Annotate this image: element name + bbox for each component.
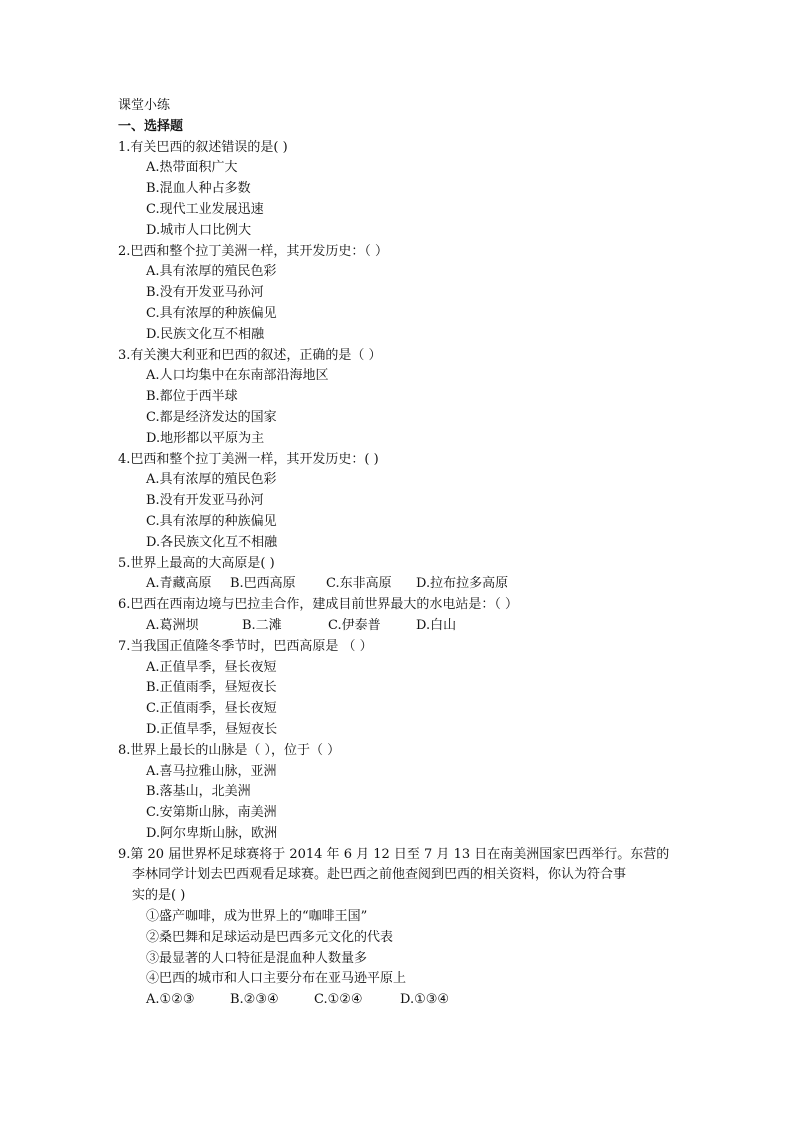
question-7-option-c: C.正值雨季，昼长夜短 (146, 701, 277, 717)
question-3-option-b: B.都位于西半球 (146, 389, 238, 405)
question-8-option-d: D.阿尔卑斯山脉，欧洲 (146, 825, 278, 841)
question-9-stem-line-2: 李林同学计划去巴西观看足球赛。赴巴西之前他查阅到巴西的相关资料，你认为符合事 (132, 867, 627, 883)
question-2-option-b: B.没有开发亚马孙河 (146, 285, 264, 301)
question-6-option-b: B.二滩 (242, 617, 282, 633)
question-8-option-b: B.落基山，北美洲 (146, 784, 251, 800)
question-5-option-d: D.拉布拉多高原 (416, 576, 509, 592)
question-8-option-a: A.喜马拉雅山脉，亚洲 (146, 763, 277, 779)
question-5-option-a: A.青藏高原 (146, 576, 212, 592)
question-6-option-c: C.伊泰普 (328, 617, 381, 633)
question-7-option-d: D.正值旱季，昼短夜长 (146, 721, 278, 737)
question-9-option-c: C.①②④ (314, 992, 363, 1008)
question-9-option-d: D.①③④ (400, 992, 450, 1008)
question-1-option-d: D.城市人口比例大 (146, 222, 252, 238)
question-1-stem: 1.有关巴西的叙述错误的是( ) (118, 139, 288, 155)
question-5-option-b: B.巴西高原 (230, 576, 296, 592)
question-1-option-b: B.混血人种占多数 (146, 181, 251, 197)
question-9-stem-line-3: 实的是( ) (132, 888, 186, 904)
question-6-options (118, 616, 698, 637)
question-9-option-b: B.②③④ (230, 992, 279, 1008)
question-6-stem: 6.巴西在西南边境与巴拉圭合作，建成目前世界最大的水电站是：（ ） (118, 597, 519, 613)
question-7-stem: 7.当我国正值隆冬季节时，巴西高原是 （ ） (118, 638, 373, 654)
question-5-options (118, 574, 698, 595)
question-7-option-b: B.正值雨季，昼短夜长 (146, 680, 277, 696)
question-4-stem: 4.巴西和整个拉丁美洲一样，其开发历史：( ) (118, 451, 379, 467)
question-9-options (118, 990, 698, 1011)
question-4-option-b: B.没有开发亚马孙河 (146, 493, 264, 509)
question-7-option-a: A.正值旱季，昼长夜短 (146, 659, 277, 675)
question-9-statement-4: ④巴西的城市和人口主要分布在亚马逊平原上 (146, 971, 407, 987)
question-2-option-c: C.具有浓厚的种族偏见 (146, 305, 277, 321)
question-9-statement-3: ③最显著的人口特征是混血种人数量多 (146, 950, 368, 966)
question-9-option-a: A.①②③ (146, 992, 195, 1008)
question-2-option-a: A.具有浓厚的殖民色彩 (146, 264, 277, 280)
question-6-option-a: A.葛洲坝 (146, 617, 199, 633)
question-2-stem: 2.巴西和整个拉丁美洲一样，其开发历史：（ ） (118, 243, 389, 259)
question-4-option-c: C.具有浓厚的种族偏见 (146, 513, 277, 529)
question-9-stem-line-1: 9.第 20 届世界杯足球赛将于 2014 年 6 月 12 日至 7 月 13 日在南美洲国家巴西举行。东营的 (118, 846, 670, 862)
worksheet-title: 课堂小练 (118, 98, 171, 113)
section-heading: 一、选择题 (118, 118, 184, 134)
question-2-option-d: D.民族文化互不相融 (146, 326, 265, 342)
question-9-statement-1: ①盛产咖啡，成为世界上的“咖啡王国” (146, 909, 368, 925)
question-3-option-d: D.地形都以平原为主 (146, 430, 265, 446)
question-9-statement-2: ②桑巴舞和足球运动是巴西多元文化的代表 (146, 929, 394, 945)
worksheet (118, 96, 698, 1011)
question-8-option-c: C.安第斯山脉，南美洲 (146, 805, 277, 821)
question-3-stem: 3.有关澳大利亚和巴西的叙述，正确的是（ ） (118, 347, 382, 363)
question-3-option-c: C.都是经济发达的国家 (146, 409, 277, 425)
question-3-option-a: A.人口均集中在东南部沿海地区 (146, 368, 329, 384)
question-4-option-a: A.具有浓厚的殖民色彩 (146, 472, 277, 488)
question-6-option-d: D.白山 (416, 617, 457, 633)
question-1-option-c: C.现代工业发展迅速 (146, 201, 264, 217)
question-8-stem: 8.世界上最长的山脉是（ ），位于（ ） (118, 742, 341, 758)
question-1-option-a: A.热带面积广大 (146, 160, 238, 176)
question-5-option-c: C.东非高原 (326, 576, 392, 592)
question-5-stem: 5.世界上最高的大高原是( ) (118, 555, 275, 571)
question-4-option-d: D.各民族文化互不相融 (146, 534, 278, 550)
